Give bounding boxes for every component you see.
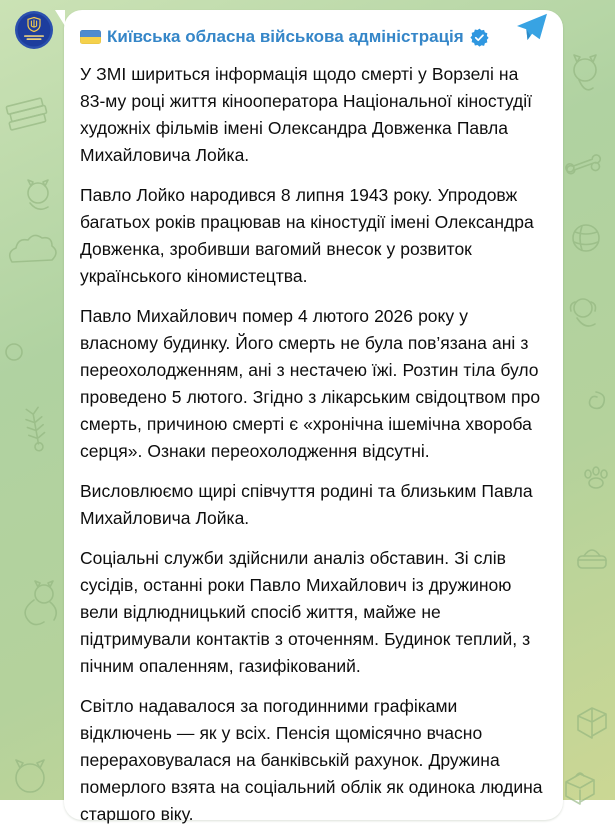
fishbone-doodle — [24, 407, 47, 452]
gift-box-doodle-2 — [566, 773, 594, 804]
books-doodle — [5, 97, 49, 130]
cat-doodle — [574, 55, 596, 90]
cloud-doodle — [10, 235, 56, 262]
puppy-doodle — [571, 299, 596, 326]
playing-cat-doodle — [25, 581, 56, 625]
ukraine-flag-icon — [80, 30, 101, 44]
kyiv-administration-emblem-icon — [15, 11, 53, 49]
channel-avatar[interactable] — [15, 11, 53, 49]
message-paragraph: Висловлюємо щирі співчуття родині та близьким Павла Михайловича Лойка. — [80, 481, 533, 528]
paw-doodle — [585, 467, 607, 488]
message-text — [64, 51, 563, 828]
channel-name-link[interactable]: Київська обласна військова адміністрація — [107, 27, 464, 46]
yarn-ball-doodle — [573, 225, 599, 251]
message-bubble — [64, 10, 563, 824]
ball-doodle — [6, 344, 22, 360]
telegram-plane-icon[interactable] — [516, 13, 548, 42]
gift-box-doodle — [578, 708, 606, 738]
basket-doodle — [578, 550, 606, 568]
cat-face-doodle — [16, 760, 44, 792]
bone-doodle — [565, 153, 604, 180]
message-paragraph: У ЗМІ шириться інформація щодо смерті у Ворзелі на 83-му році життя кінооператора Національної кіностудії художніх фільмів імені Олександра Довженка Павла Михайловича Лойка. — [80, 64, 532, 165]
message-paragraph: Світло надавалося за погодинними графіками відключень — як у всіх. Пенсія щомісячно вчасно перераховувалася на банківській рахунок. Дружина померлого взята на соціальний облік як одинока людина старшого віку. — [80, 696, 543, 824]
message-header — [64, 10, 563, 51]
swirl-doodle — [590, 392, 605, 408]
message-paragraph: Павло Лойко народився 8 липня 1943 року. Упродовж багатьох років працював на кіностудії імені Олександра Довженка, зробивши вагомий внесок у розвиток українського кіномистецтва. — [80, 185, 534, 286]
kitten-doodle — [28, 180, 48, 209]
verified-badge-icon — [470, 28, 489, 47]
message-paragraph: Соціальні служби здійснили аналіз обставин. Зі слів сусідів, останні роки Павло Михайлович із дружиною вели відлюдницький спосіб життя, майже не підтримували контактів з оточенням. Будинок теплий, з пічним опаленням, газифікований. — [80, 548, 531, 676]
message-paragraph: Павло Михайлович помер 4 лютого 2026 року у власному будинку. Його смерть не була пов’язана ані з переохолодженням, ані з нестачею їжі. Розтин тіла було проведено 5 лютого. Згідно з лікарським свідоцтвом про смерть, причиною смерті є «хронічна ішемічна хвороба серця». Ознаки переохолодження відсутні. — [80, 306, 541, 461]
